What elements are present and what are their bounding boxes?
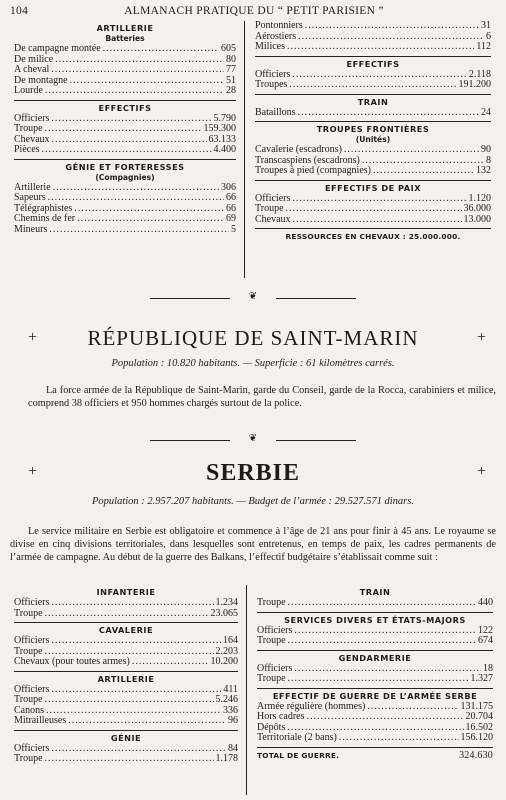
section-heading: CAVALERIE: [98, 625, 154, 635]
row-label: Officiers: [255, 192, 291, 204]
row-value: 164: [223, 635, 238, 646]
leader-dots: [51, 744, 226, 755]
section-heading: SERVICES DIVERS ET ÉTATS-MAJORS: [284, 614, 466, 625]
leader-dots: [103, 44, 219, 55]
section-rule: [257, 688, 493, 689]
table-row: [14, 145, 236, 156]
table-row: [14, 183, 236, 194]
row-label: Pièces: [14, 144, 40, 155]
section-heading: TROUPES FRONTIÈRES: [316, 124, 430, 134]
leader-dots: [45, 754, 214, 765]
row-label: Canons: [14, 704, 44, 716]
row-label: Officiers: [255, 68, 291, 80]
san-marino-text: La force armée de la République de Saint-Marin, garde du Conseil, garde de la Rocca, carabiniers et milice, comprend 38 officiers et 950 hommes chargés surtout de la police.: [28, 385, 496, 409]
row-value: 2.203: [215, 645, 238, 657]
row-label: Officiers: [14, 683, 50, 695]
leader-dots: [45, 86, 224, 97]
row-value: 66: [226, 192, 236, 203]
section-heading: GENDARMERIE: [338, 652, 412, 663]
row-label: Mineurs: [14, 223, 48, 235]
row-label: Sapeurs: [14, 192, 46, 203]
section-rule: [14, 100, 236, 101]
table-row: [255, 204, 491, 215]
leader-dots: [51, 65, 224, 76]
leader-dots: [42, 145, 212, 156]
row-value: 122: [478, 624, 493, 636]
section-subheading: (Compagnies): [95, 172, 155, 182]
row-label: Bataillons: [255, 106, 296, 118]
leader-dots: [292, 70, 467, 81]
summary-label: TOTAL DE GUERRE.: [257, 750, 340, 760]
row-label: Armée régulière (hommes): [257, 700, 366, 712]
section-rule: [257, 612, 493, 613]
leader-dots: [48, 193, 224, 204]
row-value: 132: [476, 165, 491, 176]
row-value: 5.790: [213, 112, 236, 124]
bottom-left-column: [14, 585, 246, 795]
section-rule: [14, 622, 238, 623]
section-rule: [257, 650, 493, 651]
row-value: 306: [221, 181, 236, 193]
section-rule: [14, 671, 238, 672]
table-row: [257, 664, 493, 675]
table-row: [14, 214, 236, 225]
ornament-glyph: ❦: [248, 291, 258, 302]
leader-dots: [288, 598, 476, 609]
row-label: Troupe: [14, 607, 43, 619]
table-row: [255, 145, 491, 156]
section-subheading: Batteries: [105, 34, 145, 43]
leader-dots: [45, 609, 209, 620]
table-row: [257, 598, 493, 609]
row-label: Troupe: [257, 597, 286, 608]
row-value: 191.200: [458, 79, 491, 90]
table-row: [257, 712, 493, 723]
row-label: Troupe: [14, 123, 43, 134]
section-heading: ARTILLERIE: [96, 23, 154, 33]
row-value: 1.120: [468, 192, 491, 204]
row-label: Officiers: [14, 597, 50, 608]
row-label: Chemins de fer: [14, 213, 76, 224]
row-value: 51: [226, 74, 236, 86]
section-rule: [255, 56, 491, 57]
cross-ornament-right: +: [476, 329, 486, 346]
bottom-table: [14, 585, 496, 795]
row-label: Dépôts: [257, 721, 286, 733]
row-value: 90: [481, 144, 491, 155]
row-value: 20.704: [465, 711, 493, 722]
row-label: Officiers: [14, 635, 50, 646]
section-rule: [255, 121, 491, 122]
leader-dots: [51, 685, 221, 696]
serbia-text: Le service militaire en Serbie est obligatoire et commence à l’âge de 21 ans pour finir à 45 ans. Le royaume se divise en cinq divisions territoriales, dans lesquelles sont entretenus, en temps de paix, les cadres permanents de l’armée de campagne. Au début de la guerre des Balkans, l’effectif budgétaire s’établissait comme suit :: [10, 526, 496, 563]
row-label: Chevaux (pour toutes armes): [14, 656, 130, 667]
leader-dots: [74, 204, 224, 215]
section-heading: GÉNIE: [110, 732, 142, 743]
section-heading: TRAIN: [359, 587, 391, 597]
leader-dots: [367, 702, 458, 713]
leader-dots: [292, 194, 466, 205]
leader-dots: [294, 626, 476, 637]
row-label: Officiers: [14, 742, 50, 754]
row-value: 6: [486, 30, 491, 42]
row-label: Troupe: [14, 694, 43, 705]
leader-dots: [294, 664, 481, 675]
row-label: Troupe: [14, 645, 43, 657]
table-row: [14, 744, 238, 755]
leader-dots: [45, 695, 214, 706]
leader-dots: [373, 166, 474, 177]
leader-dots: [55, 55, 224, 66]
table-row: [14, 65, 236, 76]
row-value: 440: [478, 597, 493, 608]
row-value: 13.000: [463, 213, 491, 225]
row-label: Aérostiers: [255, 30, 297, 42]
row-label: De milice: [14, 53, 54, 65]
table-row: [255, 166, 491, 177]
leader-dots: [286, 204, 462, 215]
row-label: Troupe: [14, 753, 43, 764]
row-value: 5: [231, 223, 236, 235]
leader-dots: [298, 108, 479, 119]
leader-dots: [132, 657, 209, 668]
serbia-population: Population : 2.957.207 habitants. — Budget de l’armée : 29.527.571 dinars.: [92, 496, 414, 507]
row-value: 69: [226, 213, 236, 224]
row-value: 5.246: [215, 694, 238, 705]
row-value: 66: [226, 202, 236, 214]
cross-ornament-right: +: [476, 463, 486, 480]
row-label: De montagne: [14, 74, 68, 86]
row-value: 8: [486, 154, 491, 166]
table-row: [14, 135, 236, 146]
section-heading: TRAIN: [357, 96, 389, 107]
row-value: 16.502: [465, 721, 493, 733]
row-label: Transcaspiens (escadrons): [255, 154, 360, 166]
leader-dots: [289, 80, 456, 91]
summary-line: [257, 750, 493, 762]
leader-dots: [77, 214, 224, 225]
leader-dots: [53, 183, 219, 194]
row-value: 77: [226, 64, 236, 75]
leader-dots: [46, 706, 221, 717]
row-label: Troupes à pied (compagnies): [255, 165, 371, 176]
leader-dots: [51, 114, 211, 125]
table-row: [14, 754, 238, 765]
top-left-column: [14, 21, 244, 278]
row-label: Hors cadres: [257, 711, 305, 722]
row-label: A cheval: [14, 64, 50, 75]
table-row: [255, 21, 491, 32]
table-row: [257, 626, 493, 637]
san-marino-title-block: [0, 326, 506, 354]
row-label: Cavalerie (escadrons): [255, 144, 342, 155]
leader-dots: [68, 716, 226, 727]
table-row: [14, 114, 236, 125]
leader-dots: [287, 42, 474, 53]
section-rule: [255, 180, 491, 181]
row-value: 336: [223, 704, 238, 716]
row-label: Mitrailleuses: [14, 715, 67, 726]
table-row: [255, 70, 491, 81]
table-row: [14, 44, 236, 55]
table-row: [255, 42, 491, 53]
summary-value: 324.630: [459, 749, 493, 761]
section-heading: GÉNIE ET FORTERESSES: [65, 161, 185, 172]
section-heading: ARTILLERIE: [97, 673, 155, 684]
table-row: [14, 76, 236, 87]
san-marino-population: Population : 10.820 habitants. — Superficie : 61 kilomètres carrés.: [111, 358, 395, 369]
row-label: Milices: [255, 41, 285, 52]
row-value: 156.120: [460, 732, 493, 743]
row-value: 28: [226, 85, 236, 96]
leader-dots: [298, 32, 484, 43]
row-label: Territoriale (2 bans): [257, 732, 337, 743]
table-row: [14, 86, 236, 97]
ornament-divider: [0, 291, 506, 304]
row-value: 10.200: [210, 656, 238, 667]
row-label: Officiers: [257, 624, 293, 636]
bottom-right-column: [247, 585, 493, 795]
table-row: [14, 636, 238, 647]
section-subheading: (Unités): [355, 135, 391, 144]
section-heading: EFFECTIFS DE PAIX: [324, 182, 422, 193]
section-heading: EFFECTIFS: [346, 58, 400, 69]
row-value: 23.065: [210, 607, 238, 619]
table-row: [14, 695, 238, 706]
row-label: De campagne montée: [14, 43, 101, 54]
row-value: 1.327: [470, 673, 493, 684]
leader-dots: [49, 225, 229, 236]
section-heading: EFFECTIFS: [98, 102, 152, 113]
row-value: 605: [221, 43, 236, 54]
leader-dots: [305, 21, 479, 32]
table-row: [14, 598, 238, 609]
row-value: 112: [476, 41, 491, 52]
leader-dots: [52, 135, 207, 146]
row-label: Troupe: [257, 673, 286, 684]
row-value: 131.175: [460, 700, 493, 712]
leader-dots: [344, 145, 479, 156]
leader-dots: [45, 124, 202, 135]
leader-dots: [288, 674, 469, 685]
row-label: Troupe: [255, 203, 284, 214]
leader-dots: [339, 733, 459, 744]
row-label: Pontonniers: [255, 20, 303, 31]
leader-dots: [306, 712, 463, 723]
ornament-glyph: ❦: [248, 433, 258, 444]
ornament-divider: [0, 433, 506, 446]
row-value: 411: [223, 683, 238, 695]
row-label: Télégraphistes: [14, 202, 73, 214]
row-label: Lourde: [14, 85, 43, 96]
serbia-title-block: [0, 460, 506, 488]
top-right-column: [245, 21, 491, 278]
row-label: Chevaux: [255, 213, 291, 225]
row-label: Artillerie: [14, 181, 51, 193]
row-label: Officiers: [14, 112, 50, 124]
leader-dots: [362, 156, 484, 167]
table-row: [255, 80, 491, 91]
serbia-title: SERBIE: [205, 460, 301, 486]
table-row: [14, 193, 236, 204]
row-value: 24: [481, 106, 491, 118]
leader-dots: [288, 636, 476, 647]
top-table: [14, 21, 496, 278]
row-value: 63.133: [208, 133, 236, 145]
row-value: 31: [481, 20, 491, 31]
section-rule: [257, 747, 493, 748]
table-row: [257, 674, 493, 685]
running-title: ALMANACH PRATIQUE DU “ PETIT PARISIEN ”: [124, 5, 384, 17]
table-row: [257, 636, 493, 647]
page-header: [10, 5, 498, 21]
cross-ornament-left: +: [28, 463, 38, 480]
table-row: [14, 124, 236, 135]
row-value: 674: [478, 635, 493, 646]
summary-line: RESSOURCES EN CHEVAUX : 25.000.000.: [285, 232, 461, 241]
row-value: 2.118: [468, 68, 491, 80]
row-label: Officiers: [257, 662, 293, 674]
section-rule: [255, 228, 491, 229]
table-row: [14, 609, 238, 620]
table-row: [14, 685, 238, 696]
row-label: Chevaux: [14, 133, 50, 145]
section-rule: [255, 94, 491, 95]
leader-dots: [70, 76, 224, 87]
table-row: [255, 215, 491, 226]
table-row: [14, 657, 238, 668]
leader-dots: [51, 636, 221, 647]
table-row: [257, 733, 493, 744]
leader-dots: [293, 215, 462, 226]
table-row: [14, 225, 236, 236]
row-value: 1.178: [215, 753, 238, 764]
table-row: [14, 716, 238, 727]
section-rule: [14, 730, 238, 731]
row-value: 84: [228, 742, 238, 754]
page-number: 104: [10, 5, 29, 17]
row-value: 159.300: [203, 123, 236, 134]
row-label: Troupe: [257, 635, 286, 646]
section-heading: EFFECTIF DE GUERRE DE L’ARMÉE SERBE: [272, 690, 478, 701]
section-rule: [14, 159, 236, 160]
row-value: 18: [483, 662, 493, 674]
row-value: 4.400: [213, 144, 236, 155]
cross-ornament-left: +: [28, 329, 38, 346]
row-label: Troupes: [255, 79, 288, 90]
table-row: [255, 32, 491, 43]
section-heading: INFANTERIE: [96, 587, 156, 597]
table-row: [255, 108, 491, 119]
leader-dots: [51, 598, 213, 609]
row-value: 36.000: [463, 203, 491, 214]
row-value: 1.234: [215, 597, 238, 608]
row-value: 96: [228, 715, 238, 726]
san-marino-title: RÉPUBLIQUE DE SAINT-MARIN: [87, 326, 419, 350]
table-row: [255, 194, 491, 205]
row-value: 80: [226, 53, 236, 65]
